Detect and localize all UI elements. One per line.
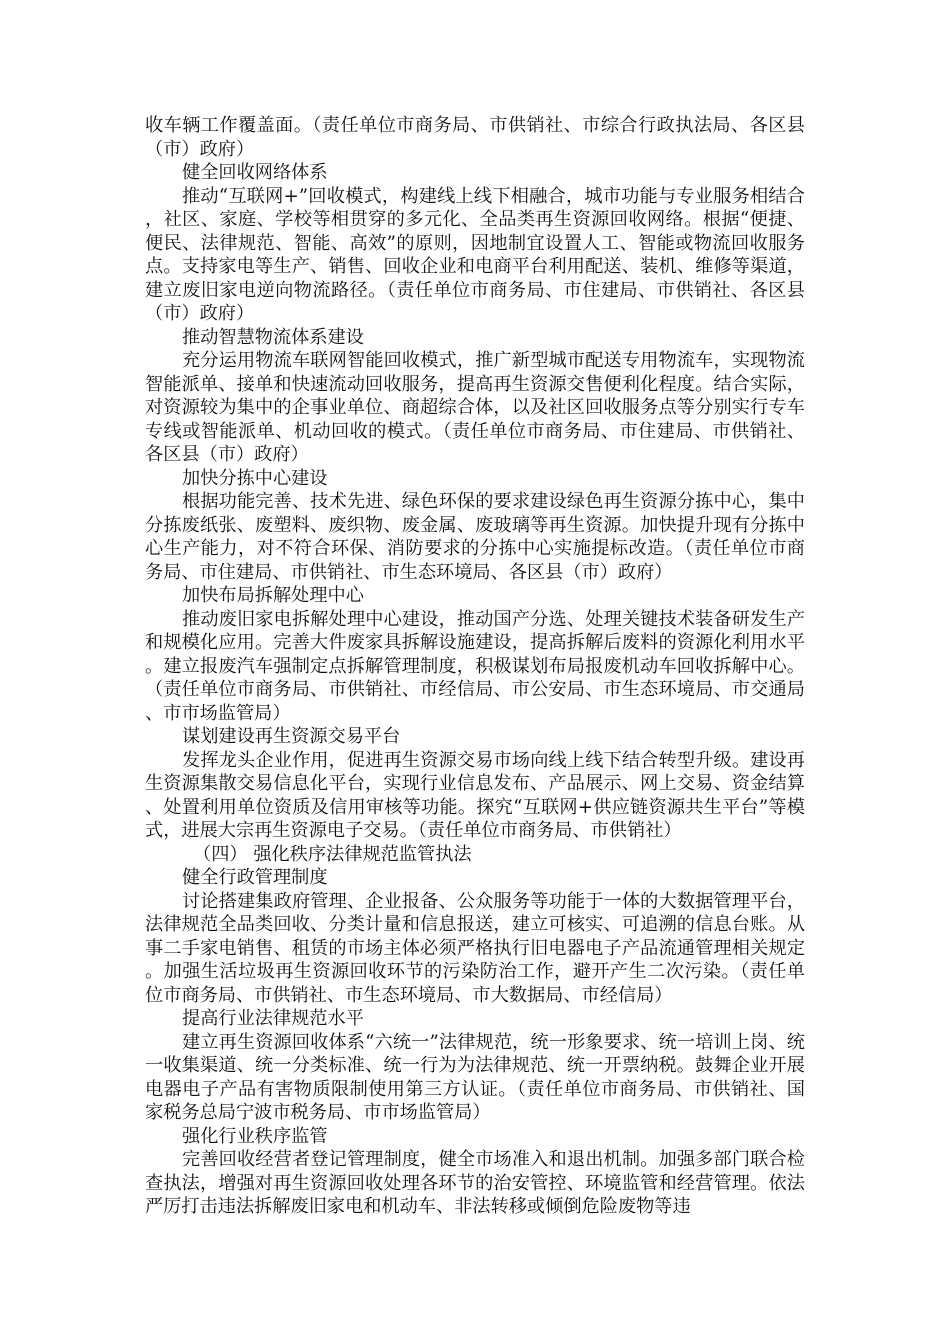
paragraph-industry-standards: 建立再生资源回收体系“六统一”法律规范，统一形象要求、统一培训上岗、统一收集渠道、统一分类标准、统一行为为法律规范、统一开票纳税。鼓舞企业开展电器电子产品有害物质限制使用第三方认证。（责任单位市商务局、市供销社、国家税务总局宁波市税务局、市市场监管局） (145, 1031, 805, 1123)
paragraph-sorting-center: 根据功能完善、技术先进、绿色环保的要求建设绿色再生资源分拣中心，集中分拣废纸张、废塑料、废织物、废金属、废玻璃等再生资源。加快提升现有分拣中心生产能力，对不符合环保、消防要求的分拣中心实施提标改造。（责任单位市商务局、市住建局、市供销社、市生态环境局、各区县（市）政府） (145, 491, 805, 583)
subheading-order-supervision: 强化行业秩序监管 (182, 1125, 328, 1147)
paragraph-dismantling-center: 推动废旧家电拆解处理中心建设，推动国产分选、处理关键技术装备研发生产和规模化应用。完善大件废家具拆解设施建设，提高拆解后废料的资源化利用水平。建立报废汽车强制定点拆解管理制度，积极谋划布局报废机动车回收拆解中心。（责任单位市商务局、市供销社、市经信局、市公安局、市生态环境局、市交通局、市市场监管局） (145, 608, 805, 724)
paragraph-smart-logistics: 充分运用物流车联网智能回收模式，推广新型城市配送专用物流车，实现物流智能派单、接单和快速流动回收服务，提高再生资源交售便利化程度。结合实际，对资源较为集中的企事业单位、商超综合体，以及社区回收服务点等分别实行专车专线或智能派单、机动回收的模式。（责任单位市商务局、市住建局、市供销社、各区县（市）政府） (145, 350, 805, 465)
subheading-recycling-network: 健全回收网络体系 (182, 162, 328, 183)
section-heading-four: （四） 强化秩序法律规范监管执法 (193, 843, 472, 865)
subheading-trading-platform: 谋划建设再生资源交易平台 (182, 726, 401, 747)
paragraph-order-supervision: 完善回收经营者登记管理制度，健全市场准入和退出机制。加强多部门联合检查执法，增强对再生资源回收处理各环节的治安管控、环境监管和经营管理。依法严厉打击违法拆解废旧家电和机动车、非法转移或倾倒危险废物等违 (145, 1149, 805, 1217)
subheading-sorting-center: 加快分拣中心建设 (182, 467, 328, 489)
paragraph-recycling-network: 推动“互联网+”回收模式，构建线上线下相融合，城市功能与专业服务相结合，社区、家庭、学校等相贯穿的多元化、全品类再生资源回收网络。根据“便捷、便民、法律规范、智能、高效”的原则，因地制宜设置人工、智能或物流回收服务点。支持家电等生产、销售、回收企业和电商平台利用配送、装机、维修等渠道，建立废旧家电逆向物流路径。（责任单位市商务局、市住建局、市供销社、各区县（市）政府） (145, 185, 805, 324)
paragraph-trading-platform: 发挥龙头企业作用，促进再生资源交易市场向线上线下结合转型升级。建设再生资源集散交易信息化平台，实现行业信息发布、产品展示、网上交易、资金结算、处置利用单位资质及信用审核等功能。探究“互联网+供应链资源共生平台”等模式，进展大宗再生资源电子交易。（责任单位市商务局、市供销社） (145, 749, 805, 841)
continuation-paragraph: 收车辆工作覆盖面。（责任单位市商务局、市供销社、市综合行政执法局、各区县（市）政府） (145, 115, 805, 160)
subheading-smart-logistics: 推动智慧物流体系建设 (182, 326, 364, 348)
paragraph-administrative-system: 讨论搭建集政府管理、企业报备、公众服务等功能于一体的大数据管理平台，法律规范全品类回收、分类计量和信息报送，建立可核实、可追溯的信息台账。从事二手家电销售、租赁的市场主体必须严格执行旧电器电子产品流通管理相关规定。加强生活垃圾再生资源回收环节的污染防治工作，避开产生二次污染。（责任单位市商务局、市供销社、市生态环境局、市大数据局、市经信局） (145, 890, 805, 1006)
subheading-industry-standards: 提高行业法律规范水平 (182, 1008, 364, 1029)
document-page (145, 114, 805, 1219)
subheading-dismantling-center: 加快布局拆解处理中心 (182, 585, 364, 606)
subheading-administrative-system: 健全行政管理制度 (182, 867, 328, 888)
